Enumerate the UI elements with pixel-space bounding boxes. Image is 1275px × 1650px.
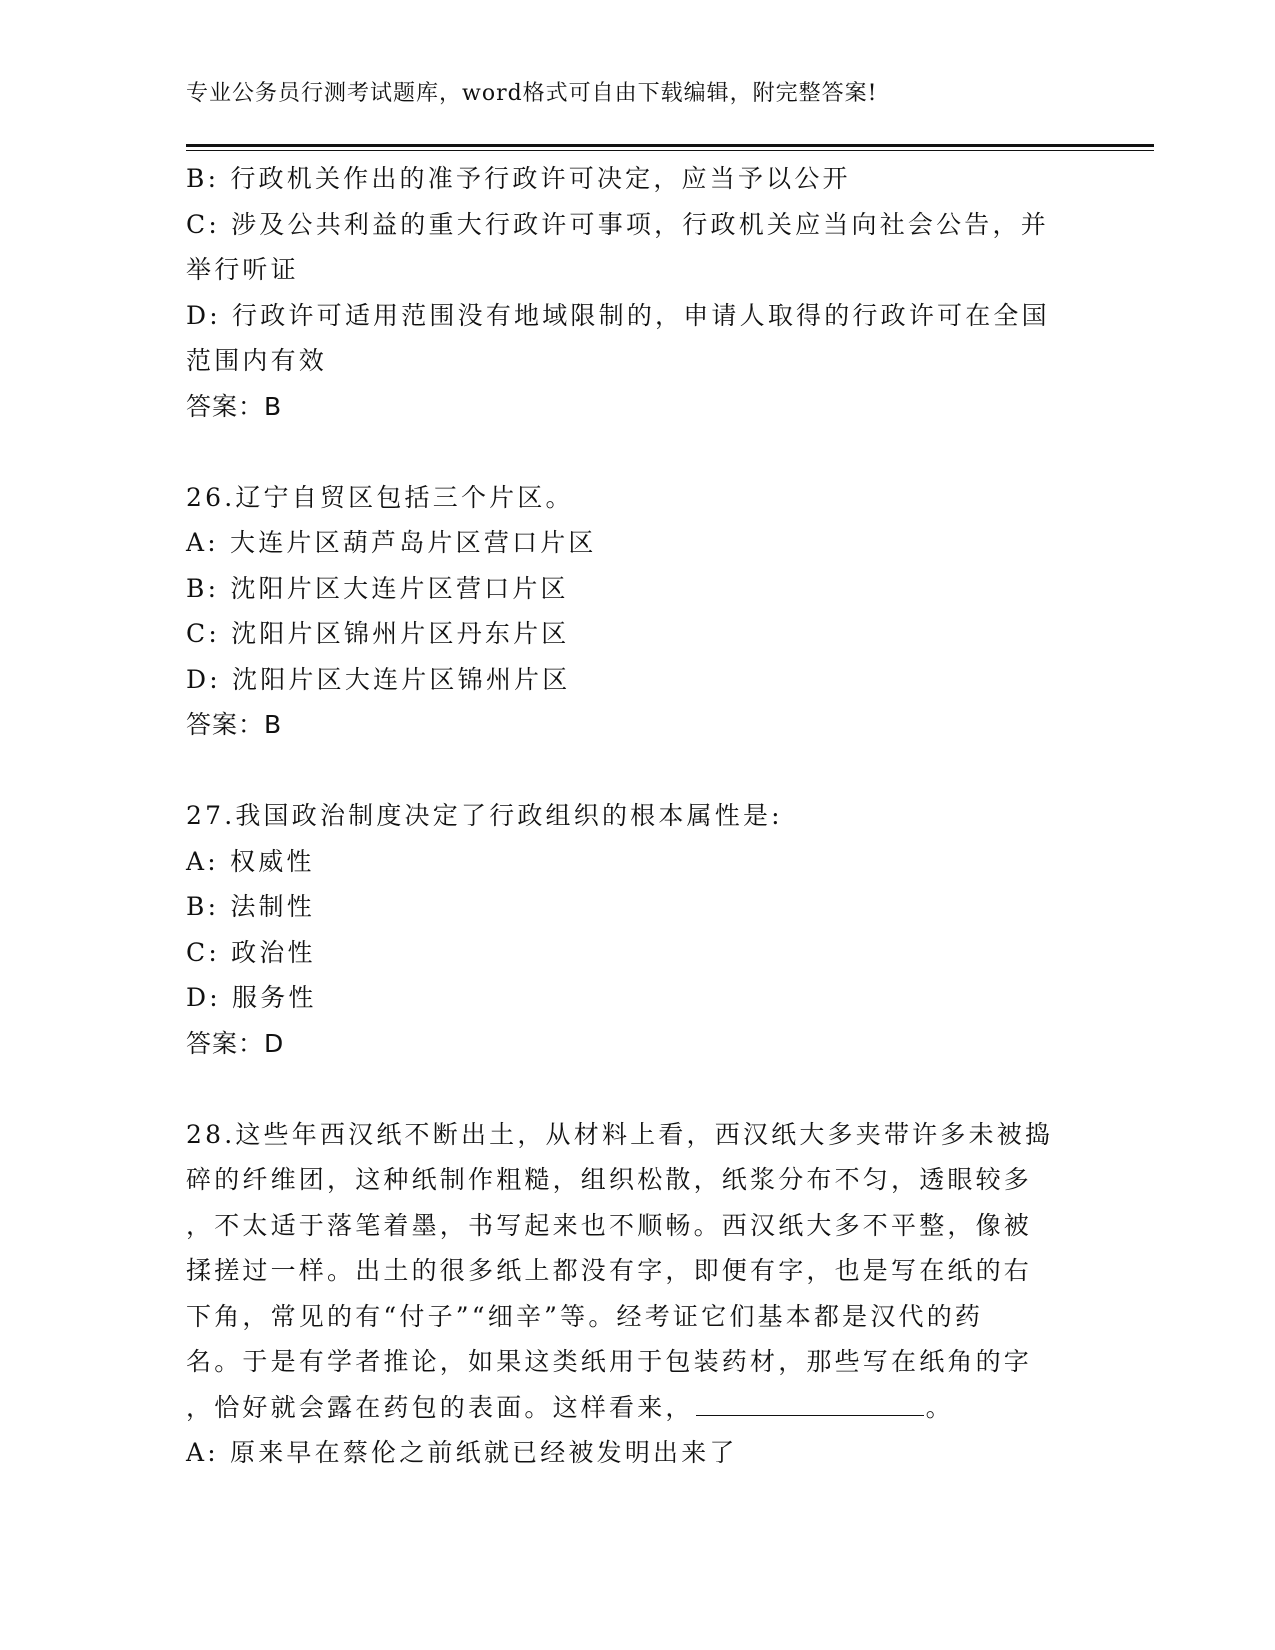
q27-option-a: A: 权威性 [186,846,315,876]
question-content [186,156,1066,1476]
q27-answer: 答案：D [186,1028,285,1058]
header-note: 专业公务员行测考试题库，word格式可自由下载编辑，附完整答案! [186,81,878,106]
q25-option-d-line1: D: 行政许可适用范围没有地域限制的，申请人取得的行政许可在全国 [186,300,1050,330]
q25-answer: 答案：B [186,391,283,421]
q26-option-a: A: 大连片区葫芦岛片区营口片区 [186,528,597,557]
q25-option-c-line2: 举行听证 [186,255,299,284]
fill-in-blank [696,1393,924,1416]
q28-option-a: A: 原来早在蔡伦之前纸就已经被发明出来了 [186,1438,738,1467]
q28-stem-line7-prefix: ，恰好就会露在药包的表面。这样看来， [186,1392,694,1422]
q25-option-d-line2: 范围内有效 [186,346,328,375]
q26-option-d: D: 沈阳片区大连片区锦州片区 [186,664,571,694]
q28-stem-line7 [186,1385,1066,1431]
q28-stem-line2: 碎的纤维团，这种纸制作粗糙，组织松散，纸浆分布不匀，透眼较多 [186,1165,1033,1194]
q25-option-c-line1: C: 涉及公共利益的重大行政许可事项，行政机关应当向社会公告，并 [186,209,1049,239]
q26-stem: 26.辽宁自贸区包括三个片区。 [186,482,574,512]
q25-option-b: B: 行政机关作出的准予行政许可决定，应当予以公开 [186,164,851,193]
header-divider-thick [186,144,1154,147]
q28-stem-line5: 下角，常见的有“付子”“细辛”等。经考证它们基本都是汉代的药 [186,1301,984,1331]
q28-stem-line3: ，不太适于落笔着墨，书写起来也不顺畅。西汉纸大多不平整，像被 [186,1210,1033,1240]
q26-option-b: B: 沈阳片区大连片区营口片区 [186,573,569,603]
q28-stem-line4: 揉搓过一样。出土的很多纸上都没有字，即便有字，也是写在纸的右 [186,1256,1033,1285]
spacer [186,429,1066,475]
q28-stem-line1: 28.这些年西汉纸不断出土，从材料上看，西汉纸大多夹带许多未被捣 [186,1119,1054,1149]
q28-stem-line6: 名。于是有学者推论，如果这类纸用于包装药材，那些写在纸角的字 [186,1347,1033,1376]
q27-option-b: B: 法制性 [186,892,315,921]
q26-option-c: C: 沈阳片区锦州片区丹东片区 [186,619,570,648]
q28-stem-line7-suffix: 。 [925,1392,954,1422]
header-divider-thin [186,150,1154,151]
q27-option-d: D: 服务性 [186,983,317,1012]
q27-stem: 27.我国政治制度决定了行政组织的根本属性是: [186,801,783,830]
spacer [186,748,1066,794]
spacer [186,1066,1066,1112]
q27-option-c: C: 政治性 [186,937,316,967]
q26-answer: 答案：B [186,710,283,739]
